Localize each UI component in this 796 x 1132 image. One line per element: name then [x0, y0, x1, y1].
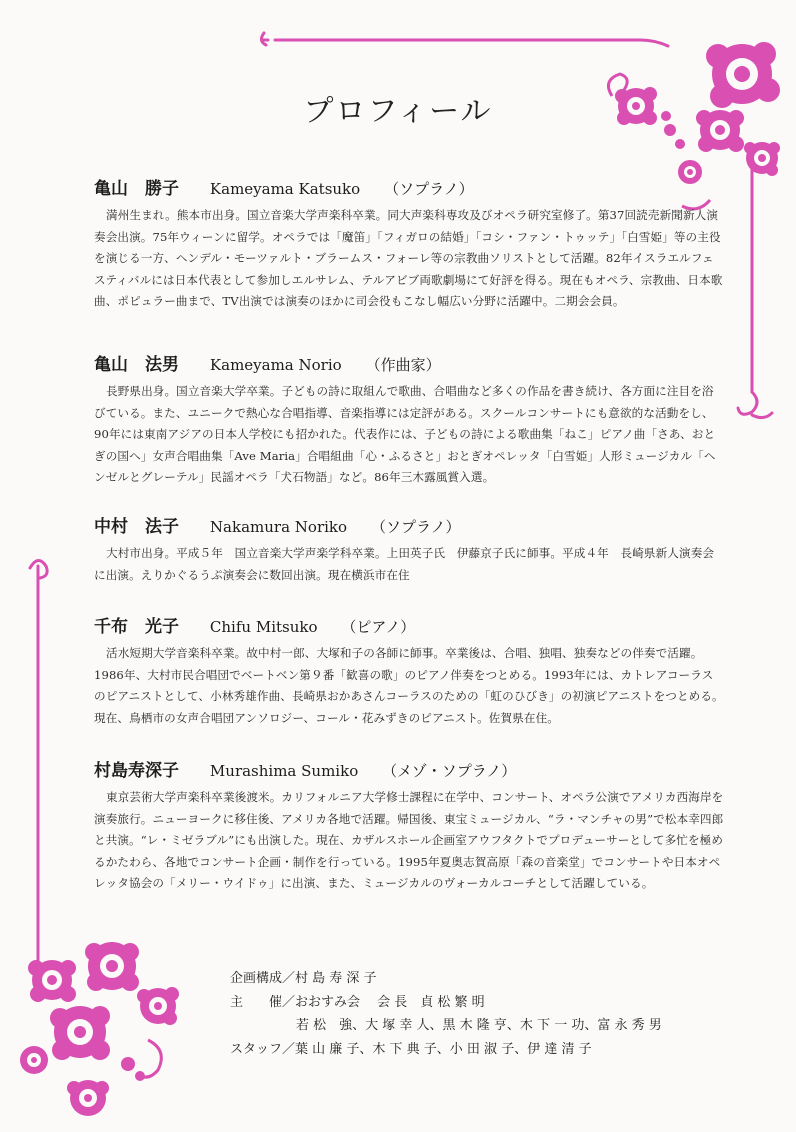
profile-name-jp: 千布 光子 — [94, 617, 179, 637]
profile-name-line — [94, 350, 724, 374]
profile-name-romaji: Kameyama Katsuko — [209, 180, 361, 198]
profile-name-jp: 中村 法子 — [94, 517, 179, 537]
profile-role: （ソプラノ） — [384, 180, 474, 198]
profile-name-jp: 亀山 法男 — [94, 355, 179, 375]
page-title: プロフィール — [303, 94, 493, 129]
profile-role: （ピアノ） — [341, 618, 416, 636]
profile-name-line — [94, 512, 724, 536]
credits-block — [230, 967, 730, 1061]
profile-name-line — [94, 174, 724, 198]
profile-role: （メゾ・ソプラノ） — [382, 762, 517, 780]
credit-members: 若 松 強、大 塚 幸 人、黒 木 隆 亨、木 下 一 功、富 永 秀 男 — [296, 1018, 662, 1033]
profile-name-romaji: Kameyama Norio — [209, 356, 342, 374]
profile-kameyama-katsuko — [94, 174, 724, 313]
profile-name-jp: 亀山 勝子 — [94, 179, 179, 199]
profile-chifu-mitsuko — [94, 612, 724, 729]
profile-name-romaji: Murashima Sumiko — [209, 762, 359, 780]
profile-bio: 大村市出身。平成５年 国立音楽大学声楽学科卒業。上田英子氏 伊藤京子氏に師事。平成４年 長崎県新人演奏会に出演。えりかぐるうぷ演奏会に数回出演。現在横浜市在住 — [94, 546, 715, 582]
profile-name-line — [94, 612, 724, 636]
credit-staff: スタッフ／葉 山 廉 子、木 下 典 子、小 田 淑 子、伊 達 清 子 — [230, 1041, 592, 1057]
profile-nakamura-noriko — [94, 512, 724, 586]
profile-bio: 長野県出身。国立音楽大学卒業。子どもの詩に取組んで歌曲、合唱曲など多くの作品を書き続け、各方面に注目を浴びている。また、ユニークで熱心な合唱指導、音楽指導には定評がある。スクールコンサートにも意欲的な活動をし、90年には東南アジアの日本人学校にも招かれた。代表作には、子どもの詩による歌曲集「ねこ」ピアノ曲「さあ、おとぎの国へ」女声合唱曲集「Ave Maria」合唱組曲「心・ふるさと」おとぎオペレッタ「白雪姫」人形ミュージカル「ヘンゼルとグレーテル」民謡オペラ「犬石物語」など。86年三木露風賞入選。 — [94, 384, 716, 484]
profile-bio: 活水短期大学音楽科卒業。故中村一郎、大塚和子の各師に師事。卒業後は、合唱、独唱、独奏などの伴奏で活躍。1986年、大村市民合唱団でベートベン第９番「歓喜の歌」のピアノ伴奏をつとめる。1993年には、カトレアコーラスのピアニストとして、小林秀雄作曲、長崎県おかあさんコーラスのための「虹のひびき」の初演ピアニストをつとめる。現在、鳥栖市の女声合唱団アンソロジー、コール・花みずきのピアニスト。佐賀県在住。 — [94, 646, 724, 725]
credit-host: 主 催／おおすみ会 会 長 貞 松 繁 明 — [230, 994, 485, 1010]
profile-name-romaji: Nakamura Noriko — [209, 518, 348, 536]
profile-bio: 満州生まれ。熊本市出身。国立音楽大学声楽科卒業。同大声楽科専攻及びオペラ研究室修了。第37回読売新聞新人演奏会出演。75年ウィーンに留学。オペラでは「魔笛」「フィガロの結婚」「コシ・ファン・トゥッテ」「白雪姫」等の主役を演じる一方、ヘンデル・モーツァルト・ブラームス・フォーレ等の宗教曲ソリストとして活躍。82年イスラエルフェスティバルには日本代表として参加しエルサレム、テルアビブ両歌劇場にて好評を得る。現在もオペラ、宗教曲、日本歌曲、ポピュラー曲まで、TV出演では演奏のほかに司会役もこなし幅広い分野に活躍中。二期会会員。 — [94, 208, 723, 308]
profile-role: （ソプラノ） — [370, 518, 461, 536]
profile-kameyama-norio — [94, 350, 724, 489]
profile-role: （作曲家） — [365, 356, 441, 374]
profile-name-line — [94, 756, 724, 780]
flower-cluster-bottom-left — [20, 942, 179, 1116]
profile-bio: 東京芸術大学声楽科卒業後渡米。カリフォルニア大学修士課程に在学中、コンサート、オペラ公演でアメリカ西海岸を演奏旅行。ニューヨークに移住後、アメリカ各地で活躍。帰国後、東宝ミュージカル、“ラ・マンチャの男”で松本幸四郎と共演。“レ・ミゼラブル”にも出演した。現在、カザルスホール企画室アウフタクトでプロデューサーとして多忙を極めるかたわら、各地でコンサート企画・制作を行っている。1995年夏奥志賀高原「森の音楽堂」でコンサートや日本オペレッタ協会の「メリー・ウイドゥ」に出演、また、ミュージカルのヴォーカルコーチとして活躍している。 — [94, 790, 724, 890]
profile-name-jp: 村島寿深子 — [94, 761, 179, 781]
credit-planning: 企画構成／村 島 寿 深 子 — [230, 971, 377, 986]
profile-murashima-sumiko — [94, 756, 724, 895]
profile-name-romaji: Chifu Mitsuko — [209, 618, 318, 636]
